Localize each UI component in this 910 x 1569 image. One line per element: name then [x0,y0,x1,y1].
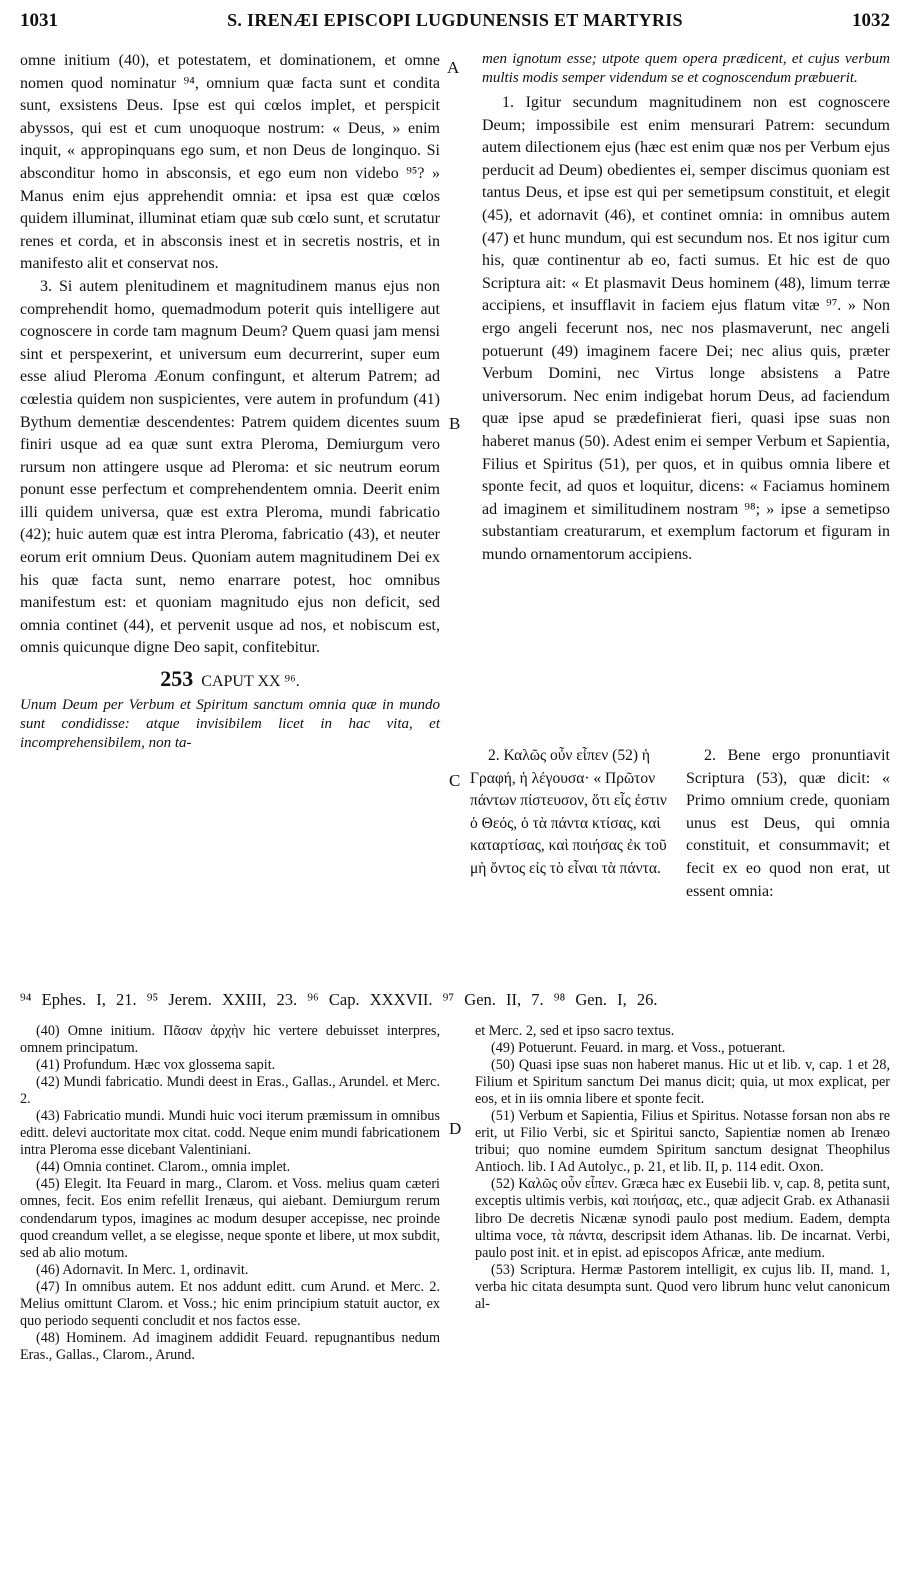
right-paragraph-1: 1. Igitur secundum magnitudinem non est cognoscere Deum; impossibile est enim mensurari Patrem: secundum autem dilectionem ejus (hæc est enim quæ nos per Verbum ejus perducit ad Deum) obedientes ei, semper discimus quoniam est tantus Deus, et ipse est qui per semetipsum constituit, et elegit (45), et adornavit (46), et continet omnia: in omnibus autem (47) et hunc mundum, qui est secundum nos. Et nos igitur cum his, quæ continentur ab eo, facti sumus. Et hic est de quo Scriptura ait: « Et plasmavit Deus hominem (48), limum terræ accipiens, et insufflavit in faciem ejus flatum vitæ ⁹⁷. » Non ergo angeli fecerunt nos, nec nos plasmaverunt, nec angeli potuerunt (49) imaginem facere Dei; nec alius quis, præter Verbum Domini, nec Virtus longe absistens a Patre universorum. Nec enim indigebat horum Deus, ad faciendum quæ ipse apud se prædefinierat fieri, quasi ipse suas non haberet manus (50). Adest enim ei semper Verbum et Sapientia, Filius et Spiritus (51), per quos, et in quibus omnia libere et sponte fecit, ad quos et loquitur, dicens: « Faciamus hominem ad imaginem et similitudinem nostram ⁹⁸; » ipse a semetipso substantiam creaturarum, et exemplum factorum et figuram in mundo ornamentorum accipiens. [482,94,890,563]
chapter-title: CAPUT XX ⁹⁶. [201,673,300,691]
page-number-left: 1031 [20,10,58,31]
margin-letter-b: B [449,414,461,433]
footnote: (42) Mundi fabricatio. Mundi deest in Eras., Gallas., Arundel. et Merc. 2. [20,1074,440,1108]
greek-text-column [470,745,676,881]
margin-letter-a: A [447,58,460,77]
chapter-summary-continued: men ignotum esse; utpote quem opera prædicent, et cujus verbum multis modis semper videndum se et cognoscendum præbuerit. [482,51,890,86]
margin-letter-d: D [449,1119,462,1138]
greek-paragraph: 2. Καλῶς οὖν εἶπεν (52) ἡ Γραφή, ἡ λέγουσα· « Πρῶτον πάντων πίστευσον, ὅτι εἷς ἐστιν ὁ Θεός, ὁ τὰ πάντα κτίσας, καὶ καταρτίσας, καὶ ποιήσας ἐκ τοῦ μὴ ὄντος εἰς τὸ εἶναι τὰ πάντα. [470,747,667,877]
footnote: (44) Omnia continet. Clarom., omnia implet. [36,1159,291,1176]
scripture-references: ⁹⁴ Ephes. I, 21. ⁹⁵ Jerem. XXIII, 23. ⁹⁶ Cap. XXXVII. ⁹⁷ Gen. II, 7. ⁹⁸ Gen. I, 26. [20,990,658,1009]
page-number-right: 1032 [852,10,890,31]
footnote: (48) Hominem. Ad imaginem addidit Feuard. repugnantibus nedum Eras., Gallas., Clarom., Arund. [20,1329,440,1363]
margin-letter-c: C [449,771,461,790]
footnote: (53) Scriptura. Hermæ Pastorem intelligit, ex cujus lib. II, mand. 1, verba hic citata desumpta sunt. Quod vero librum hunc velut canonicum al- [475,1261,890,1312]
chapter-heading [20,668,440,694]
footnote: (45) Elegit. Ita Feuard in marg., Clarom. et Voss. melius quam cæteri omnes, fecit. Eos enim refellit Irenæus, qui aiebant. Demiurgum rerum condendarum typos, imagines ac modum desuper accepisse, nec proinde quod creandum vellet, a se elegisse, neque sponte et libere, ut mox subdit, sed ab alio motum. [20,1176,440,1261]
left-paragraph-1: omne initium (40), et potestatem, et dominationem, et omne nomen quod nominatur ⁹⁴, omnium quæ facta sunt et condita sunt, exsistens Deus. Ipse est qui cœlos implet, et perspicit abyssos, qui est et cum unoquoque nostrum: « Deus, » enim inquit, « appropinquans ego sum, et non Deus de longinquo. Si absconditur homo in absconsis, et ego eum non videbo ⁹⁵? » Manus enim ejus apprehendit omnia: et ipsa est quæ cœlos quidem illuminat, illuminat etiam quæ sub cœlo sunt, et scrutatur renes et corda, et in absconsis inest et in secretis nostris, et in manifesto alit et conservat nos. [20,52,440,273]
footnote: (49) Potuerunt. Feuard. in marg. et Voss., potuerant. [491,1040,786,1057]
latin-text-column [686,745,890,903]
footnote: (47) In omnibus autem. Et nos addunt editt. cum Arund. et Merc. 2. Melius omittunt Clarom. et Voss.; hic enim principium statuit auctor, ex quo periodo sequenti concludit et nos factos esse. [20,1278,440,1329]
chapter-number: 253 [160,666,194,692]
footnote: (43) Fabricatio mundi. Mundi huic voci iterum præmissum in omnibus editt. delevi auctoritate mox citat. codd. Neque enim mundi fabricationem intra Pleroma esse dicebant Valentiniani. [20,1108,440,1159]
left-text-column [20,50,440,753]
footnote: (46) Adornavit. In Merc. 1, ordinavit. [36,1261,249,1278]
footnote: (50) Quasi ipse suas non haberet manus. Hic ut et lib. v, cap. 1 et 28, Filium et Spiritum sanctum Dei manus dicit; quia, ut mox explicat, per eos, et in iis omnia libere et sponte fecit. [475,1057,890,1108]
right-text-column [482,50,890,566]
footnotes-left [20,1023,440,1364]
footnote: (40) Omne initium. Πᾶσαν ἀρχὴν hic vertere debuisset interpres, omnem principatum. [20,1023,440,1057]
page-header [20,10,890,40]
footnote: (51) Verbum et Sapientia, Filius et Spiritus. Notasse forsan non abs re erit, ut Filio Verbi, sic et Spiritui sancto, Sapientiæ nomen ab Irenæo tribui; quo nomine eumdem Spiritum sanctum designat Theophilus Antioch. lib. I Ad Autolyc., p. 21, et lib. II, p. 114 edit. Oxon. [475,1108,890,1176]
footnote-continued: et Merc. 2, sed et ipso sacro textus. [475,1023,675,1039]
left-paragraph-2: 3. Si autem plenitudinem et magnitudinem manus ejus non comprehendit homo, quemadmodum poterit quis intelligere aut cognoscere in corde tam magnum Deum? Quem quasi jam mensi sint et perspexerint, et universum eum decurrerint, super eum esse aliud Pleroma Æonum confingunt, et alterum Patrem; ad cœlestia quidem non suspicientes, vere autem in profundum (41) Bythum dementiæ descendentes: Patrem quidem dicentes suum finiri usque ad ea quæ sunt extra Pleroma, Demiurgum vero rursum non attingere usque ad Pleroma: et sic neutrum eorum ponunt esse perfectum et comprehendentem omnia. Deerit enim illi quidem universa, quæ est extra Pleroma, mundi fabricatio (42); huic autem quæ est intra Pleroma, fabricatio (43), et neuter eorum erit omnium Deus. Quoniam autem magnitudinem Dei ex his quæ facta sunt, nemo enarrare potest, hoc omnibus manifestum est: et quoniam magnitudo ejus non deficit, sed omnia continet (44), et pervenit usque ad nos, et nobiscum est, omnis quicunque digne Deo sapit, confitebitur. [20,277,440,657]
running-title: S. IRENÆI EPISCOPI LUGDUNENSIS ET MARTYRIS [227,10,683,30]
latin-paragraph: 2. Bene ergo pronuntiavit Scriptura (53), quæ dicit: « Primo omnium crede, quoniam unus est Deus, qui omnia constituit, et consummavit; et fecit ex eo quod non erat, ut essent omnia: [686,747,890,900]
footnotes-right [475,1023,890,1313]
footnote: (52) Καλῶς οὖν εἶπεν. Græca hæc ex Eusebii lib. v, cap. 8, petita sunt, exceptis ultimis verbis, καὶ ποιήσας, etc., quæ adjecit Grab. ex Athanasii libro De decretis Nicænæ synodi paulo post medium. Eadem, dempta ultima voce, τὰ πάντα, descripsit idem Athanas. lib. De incarnat. Verbi, paulo post init. et in epist. ad episcopos Africæ, ante medium. [475,1176,890,1261]
chapter-summary: Unum Deum per Verbum et Spiritum sanctum omnia quæ in mundo sunt condidisse: atque invisibilem licet in hac vita, et incomprehensibilem, non ta- [20,696,440,751]
footnote: (41) Profundum. Hæc vox glossema sapit. [36,1057,276,1074]
